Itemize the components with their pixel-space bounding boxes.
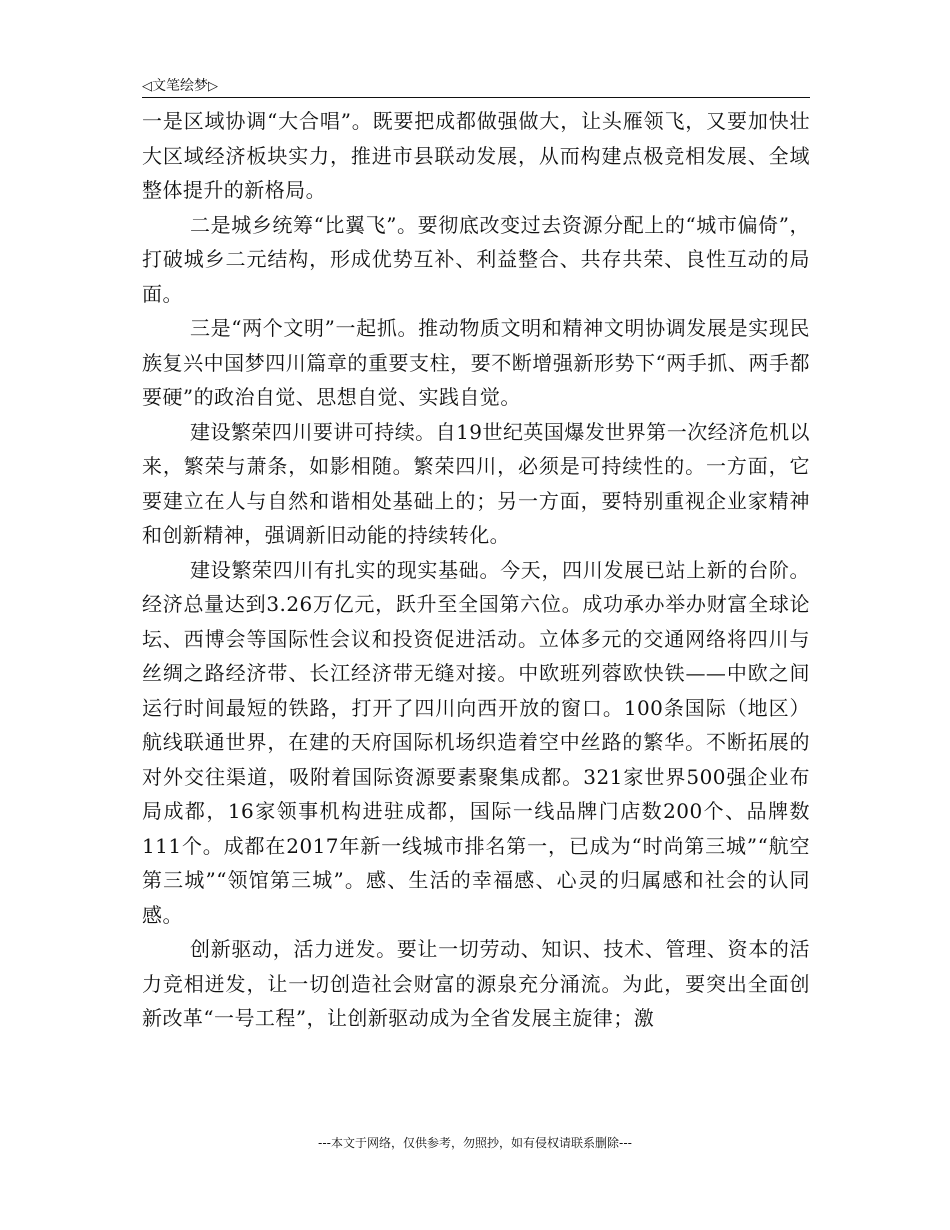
header-title: 文笔绘梦 [152, 78, 208, 94]
paragraph: 一是区域协调“大合唱”。既要把成都做强做大，让头雁领飞，又要加快壮大区域经济板块实力，推进市县联动发展，从而构建点极竞相发展、全域整体提升的新格局。 [142, 109, 810, 202]
paragraph: 二是城乡统筹“比翼飞”。要彻底改变过去资源分配上的“城市偏倚”，打破城乡二元结构，形成优势互补、利益整合、共存共荣、良性互动的局面。 [142, 212, 810, 306]
footer-disclaimer: ---本文于网络，仅供参考，勿照抄，如有侵权请联系删除--- [318, 1136, 632, 1150]
header-divider [142, 97, 810, 98]
paragraph: 建设繁荣四川要讲可持续。自19世纪英国爆发世界第一次经济危机以来，繁荣与萧条，如影相随。繁荣四川，必须是可持续性的。一方面，它要建立在人与自然和谐相处基础上的；另一方面，要特别重视企业家精神和创新精神，强调新旧动能的持续转化。 [142, 419, 810, 547]
right-triangle-icon: ▷ [208, 79, 218, 94]
paragraph: 创新驱动，活力迸发。要让一切劳动、知识、技术、管理、资本的活力竞相迸发，让一切创造社会财富的源泉充分涌流。为此，要突出全面创新改革“一号工程”，让创新驱动成为全省发展主旋律；激 [142, 937, 810, 1030]
page-header [142, 76, 810, 96]
paragraph: 建设繁荣四川有扎实的现实基础。今天，四川发展已站上新的台阶。经济总量达到3.26万亿元，跃升至全国第六位。成功承办举办财富全球论坛、西博会等国际性会议和投资促进活动。立体多元的交通网络将四川与丝绸之路经济带、长江经济带无缝对接。中欧班列蓉欧快铁——中欧之间运行时间最短的铁路，打开了四川向西开放的窗口。100条国际（地区）航线联通世界，在建的天府国际机场织造着空中丝路的繁华。不断拓展的对外交往渠道，吸附着国际资源要素聚集成都。321家世界500强企业布局成都，16家领事机构进驻成都，国际一线品牌门店数200个、品牌数111个。成都在2017年新一线城市排名第一，已成为“时尚第三城”“航空第三城”“领馆第三城”。感、生活的幸福感、心灵的归属感和社会的认同感。 [142, 557, 810, 927]
document-body [142, 104, 810, 1036]
left-triangle-icon: ◁ [142, 79, 152, 94]
paragraph: 三是“两个文明”一起抓。推动物质文明和精神文明协调发展是实现民族复兴中国梦四川篇章的重要支柱，要不断增强新形势下“两手抓、两手都要硬”的政治自觉、思想自觉、实践自觉。 [142, 316, 810, 409]
